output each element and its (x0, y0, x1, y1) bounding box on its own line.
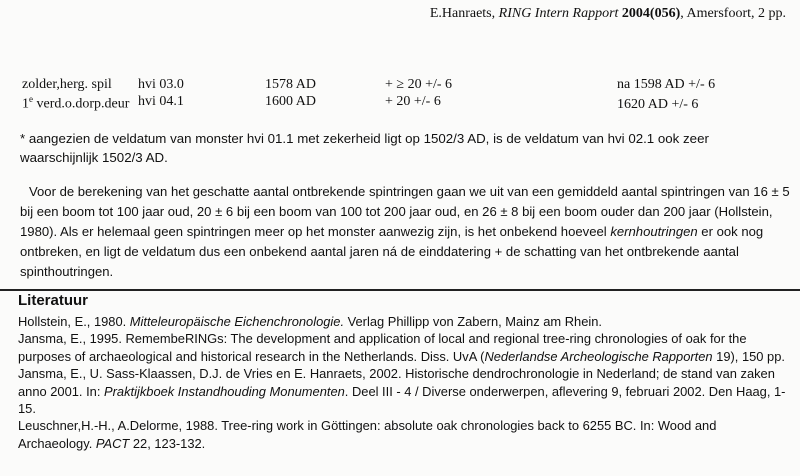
header-number: 2004(056) (618, 6, 681, 21)
row-code: hvi 04.1 (138, 94, 184, 109)
row-date: 1578 AD (265, 77, 316, 92)
reference-item: Hollstein, E., 1980. Mitteleuropäische Eichenchronologie. Verlag Phillipp von Zabern, Mainz am Rhein. (18, 314, 602, 329)
reference-item: Jansma, E., 1995. RemembeRINGs: The development and application of local and regional tree-ring chronologies of oak for the purposes of archaeological and historical research in the Netherlands. Diss. UvA (Nederlandse Archeologische Rapporten 19), 150 pp. (18, 331, 785, 364)
row-code: hvi 03.0 (138, 77, 184, 92)
literature-heading: Literatuur (18, 292, 89, 309)
header-series: RING Intern Rapport (498, 6, 619, 21)
reference-item: Jansma, E., U. Sass-Klaassen, D.J. de Vries en E. Hanraets, 2002. Historische dendrochronologie in Nederland; de stand van zaken anno 2001. In: Praktijkboek Instandhouding Monumenten. Deel III - 4 / Diverse onderwerpen, aflevering 9, februari 2002. Den Haag, 1-15. (18, 366, 786, 417)
row-location: zolder,herg. spil (22, 77, 112, 92)
reference-list (18, 313, 793, 452)
header-author: E.Hanraets, (429, 6, 499, 21)
footnote: * aangezien de veldatum van monster hvi 01.1 met zekerheid ligt op 1502/3 AD, is de veldatum van hvi 02.1 ook zeer waarschijnlijk 1502/3 AD. (20, 131, 709, 165)
emphasis-kernhoutringen: kernhoutringen (610, 224, 698, 239)
body-paragraph: Voor de berekening van het geschatte aantal ontbrekende spintringen gaan we uit van een gemiddeld aantal spintringen van 16 ± 5 bij een boom tot 100 jaar oud, 20 ± 6 bij een boom van 100 tot 200 jaar oud, en 26 ± 8 bij een boom ouder dan 200 jaar (Hollstein, 1980). Als er helemaal geen spintringen meer op het monster aanwezig zijn, is het onbekend hoeveel kernhoutringen er ook nog ontbreken, en ligt de veldatum dus een onbekend aantal jaren ná de einddatering + de schatting van het ontbrekende aantal spinthoutringen. (20, 184, 790, 279)
document-header (430, 6, 786, 22)
reference-item: Leuschner,H.-H., A.Delorme, 1988. Tree-ring work in Göttingen: absolute oak chronologies back to 6255 BC. In: Wood and Archaeology. PACT 22, 123-132. (18, 418, 717, 451)
header-rest: , Amersfoort, 2 pp. (680, 6, 786, 21)
section-divider (0, 289, 800, 291)
row-location: 1e verd.o.dorp.deur (22, 94, 130, 112)
row-date: 1600 AD (265, 94, 316, 109)
row-rings: + 20 +/- 6 (385, 94, 441, 109)
row-rings: + ≥ 20 +/- 6 (385, 77, 453, 92)
row-felling: 1620 AD +/- 6 (617, 97, 699, 112)
row-felling: na 1598 AD +/- 6 (617, 77, 716, 92)
